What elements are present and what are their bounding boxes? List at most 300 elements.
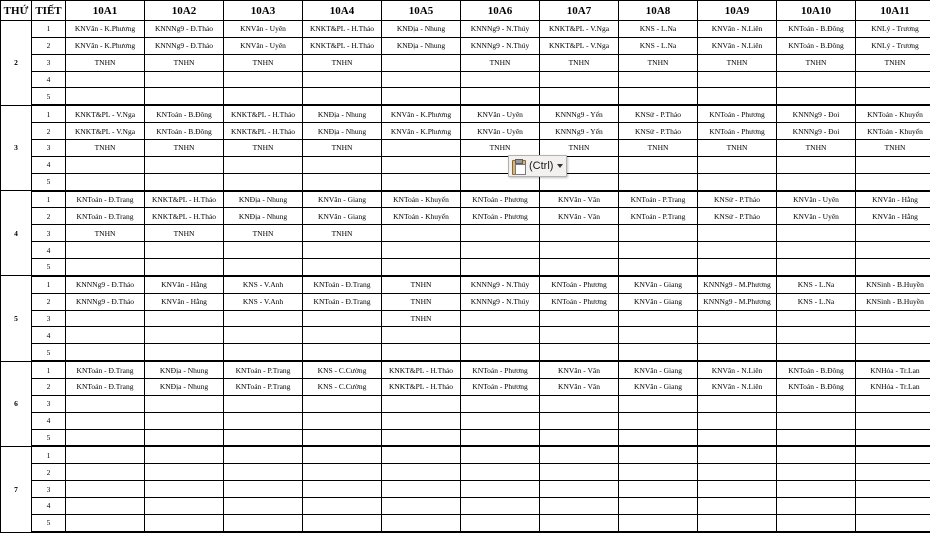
schedule-cell[interactable] <box>382 173 461 190</box>
schedule-cell[interactable]: TNHN <box>224 54 303 71</box>
schedule-cell[interactable] <box>698 258 777 275</box>
schedule-cell[interactable]: KNVăn - Uyên <box>461 105 540 122</box>
schedule-cell[interactable] <box>777 310 856 327</box>
schedule-cell[interactable] <box>303 429 382 446</box>
schedule-cell[interactable] <box>540 88 619 105</box>
schedule-cell[interactable] <box>66 464 145 481</box>
schedule-cell[interactable] <box>224 464 303 481</box>
schedule-cell[interactable]: TNHN <box>461 139 540 156</box>
schedule-cell[interactable]: KNVăn - Vân <box>540 191 619 208</box>
schedule-cell[interactable] <box>303 446 382 463</box>
schedule-cell[interactable] <box>540 71 619 88</box>
schedule-cell[interactable] <box>777 225 856 242</box>
schedule-cell[interactable]: KNKT&PL - H.Thảo <box>224 105 303 122</box>
schedule-cell[interactable] <box>461 242 540 259</box>
schedule-cell[interactable] <box>619 344 698 361</box>
schedule-cell[interactable]: KNVăn - Uyên <box>461 123 540 140</box>
schedule-cell[interactable] <box>224 327 303 344</box>
schedule-cell[interactable] <box>540 514 619 532</box>
schedule-cell[interactable]: KNNNg9 - Đoi <box>777 105 856 122</box>
schedule-cell[interactable] <box>145 497 224 514</box>
schedule-cell[interactable] <box>66 429 145 446</box>
schedule-cell[interactable]: KNToán - B.Đông <box>777 361 856 378</box>
schedule-cell[interactable] <box>382 88 461 105</box>
schedule-cell[interactable] <box>698 514 777 532</box>
schedule-cell[interactable] <box>777 242 856 259</box>
schedule-cell[interactable] <box>66 242 145 259</box>
schedule-cell[interactable] <box>619 242 698 259</box>
schedule-cell[interactable] <box>145 464 224 481</box>
schedule-cell[interactable]: KNHóa - Tr.Lan <box>856 378 930 395</box>
schedule-cell[interactable]: KNToán - B.Đông <box>145 105 224 122</box>
schedule-cell[interactable] <box>66 88 145 105</box>
schedule-cell[interactable] <box>698 497 777 514</box>
schedule-cell[interactable]: KNVăn - Hằng <box>856 191 930 208</box>
schedule-cell[interactable]: KNVăn - N.Liên <box>698 21 777 38</box>
schedule-cell[interactable]: TNHN <box>145 139 224 156</box>
schedule-cell[interactable] <box>382 156 461 173</box>
schedule-cell[interactable]: KNToán - B.Đông <box>777 378 856 395</box>
schedule-cell[interactable]: KNVăn - Vân <box>540 378 619 395</box>
schedule-cell[interactable]: KNSinh - B.Huyền <box>856 293 930 310</box>
schedule-cell[interactable] <box>540 242 619 259</box>
schedule-cell[interactable]: KNToán - Phương <box>461 378 540 395</box>
schedule-cell[interactable] <box>856 173 930 190</box>
schedule-cell[interactable]: KNHóa - Tr.Lan <box>856 361 930 378</box>
schedule-cell[interactable] <box>224 156 303 173</box>
schedule-cell[interactable]: TNHN <box>382 310 461 327</box>
schedule-cell[interactable] <box>856 310 930 327</box>
schedule-cell[interactable] <box>303 242 382 259</box>
schedule-cell[interactable]: KNSử - P.Thảo <box>698 191 777 208</box>
schedule-cell[interactable] <box>303 395 382 412</box>
schedule-cell[interactable] <box>461 481 540 498</box>
schedule-cell[interactable]: KNS - C.Cường <box>303 378 382 395</box>
schedule-cell[interactable] <box>698 225 777 242</box>
schedule-cell[interactable]: KNToán - P.Trang <box>224 361 303 378</box>
schedule-cell[interactable] <box>461 395 540 412</box>
schedule-cell[interactable] <box>303 344 382 361</box>
schedule-cell[interactable] <box>224 344 303 361</box>
schedule-cell[interactable] <box>856 412 930 429</box>
schedule-cell[interactable] <box>698 395 777 412</box>
schedule-cell[interactable] <box>619 514 698 532</box>
schedule-cell[interactable]: TNHN <box>698 139 777 156</box>
schedule-cell[interactable] <box>382 429 461 446</box>
schedule-cell[interactable]: KNToán - P.Trang <box>224 378 303 395</box>
schedule-cell[interactable]: KNLý - Trương <box>856 21 930 38</box>
schedule-cell[interactable] <box>619 481 698 498</box>
schedule-cell[interactable] <box>66 514 145 532</box>
schedule-cell[interactable] <box>777 88 856 105</box>
schedule-cell[interactable]: TNHN <box>303 225 382 242</box>
schedule-cell[interactable] <box>698 412 777 429</box>
schedule-cell[interactable] <box>540 258 619 275</box>
schedule-cell[interactable]: KNĐịa - Nhung <box>145 361 224 378</box>
schedule-cell[interactable] <box>382 446 461 463</box>
schedule-cell[interactable]: TNHN <box>619 54 698 71</box>
schedule-cell[interactable] <box>619 173 698 190</box>
schedule-cell[interactable]: KNToán - B.Đông <box>777 37 856 54</box>
schedule-cell[interactable] <box>224 395 303 412</box>
schedule-cell[interactable] <box>66 173 145 190</box>
schedule-cell[interactable]: KNToán - P.Trang <box>619 208 698 225</box>
schedule-cell[interactable]: KNToán - Đ.Trang <box>66 191 145 208</box>
schedule-cell[interactable] <box>698 310 777 327</box>
schedule-cell[interactable]: KNNNg9 - M.Phương <box>698 276 777 293</box>
schedule-cell[interactable]: KNKT&PL - H.Thảo <box>145 191 224 208</box>
schedule-cell[interactable] <box>303 481 382 498</box>
schedule-cell[interactable] <box>303 412 382 429</box>
schedule-cell[interactable] <box>540 310 619 327</box>
schedule-cell[interactable] <box>145 156 224 173</box>
schedule-cell[interactable]: KNVăn - Vân <box>540 361 619 378</box>
schedule-cell[interactable]: KNToán - P.Trang <box>619 191 698 208</box>
schedule-cell[interactable] <box>66 412 145 429</box>
schedule-cell[interactable]: KNS - V.Anh <box>224 276 303 293</box>
schedule-cell[interactable] <box>540 429 619 446</box>
schedule-cell[interactable] <box>382 412 461 429</box>
schedule-cell[interactable] <box>856 344 930 361</box>
schedule-cell[interactable]: KNVăn - K.Phương <box>66 37 145 54</box>
schedule-cell[interactable] <box>856 395 930 412</box>
schedule-cell[interactable] <box>303 464 382 481</box>
schedule-cell[interactable] <box>224 412 303 429</box>
schedule-cell[interactable]: KNSinh - B.Huyền <box>856 276 930 293</box>
schedule-cell[interactable] <box>145 429 224 446</box>
schedule-cell[interactable]: KNToán - Phương <box>540 293 619 310</box>
schedule-cell[interactable]: KNVăn - Uyên <box>224 37 303 54</box>
schedule-cell[interactable]: KNĐịa - Nhung <box>303 123 382 140</box>
schedule-cell[interactable] <box>382 258 461 275</box>
schedule-cell[interactable]: KNSử - P.Thảo <box>698 208 777 225</box>
schedule-cell[interactable]: KNĐịa - Nhung <box>224 191 303 208</box>
schedule-cell[interactable] <box>619 310 698 327</box>
schedule-cell[interactable] <box>224 514 303 532</box>
schedule-cell[interactable] <box>698 429 777 446</box>
schedule-cell[interactable] <box>619 327 698 344</box>
schedule-cell[interactable] <box>777 344 856 361</box>
schedule-cell[interactable] <box>777 395 856 412</box>
schedule-cell[interactable] <box>777 173 856 190</box>
schedule-cell[interactable] <box>777 497 856 514</box>
schedule-cell[interactable] <box>382 327 461 344</box>
schedule-cell[interactable] <box>698 173 777 190</box>
schedule-cell[interactable]: KNVăn - Uyên <box>224 21 303 38</box>
schedule-cell[interactable] <box>856 497 930 514</box>
schedule-cell[interactable] <box>461 497 540 514</box>
schedule-cell[interactable]: TNHN <box>145 54 224 71</box>
schedule-cell[interactable] <box>145 514 224 532</box>
schedule-cell[interactable] <box>856 327 930 344</box>
schedule-cell[interactable]: KNNNg9 - Yến <box>540 123 619 140</box>
schedule-cell[interactable]: KNNNg9 - N.Thúy <box>461 276 540 293</box>
schedule-cell[interactable] <box>856 88 930 105</box>
schedule-cell[interactable] <box>224 88 303 105</box>
schedule-cell[interactable] <box>619 88 698 105</box>
schedule-cell[interactable]: TNHN <box>224 139 303 156</box>
schedule-cell[interactable]: KNToán - Phương <box>698 123 777 140</box>
schedule-cell[interactable] <box>66 395 145 412</box>
schedule-cell[interactable]: TNHN <box>856 139 930 156</box>
schedule-cell[interactable] <box>619 412 698 429</box>
schedule-cell[interactable] <box>698 327 777 344</box>
schedule-cell[interactable]: KNToán - Đ.Trang <box>66 361 145 378</box>
schedule-cell[interactable]: TNHN <box>698 54 777 71</box>
schedule-cell[interactable] <box>66 310 145 327</box>
schedule-cell[interactable]: KNS - L.Na <box>777 276 856 293</box>
schedule-cell[interactable]: KNVăn - K.Phương <box>382 105 461 122</box>
schedule-cell[interactable]: KNVăn - Giang <box>619 293 698 310</box>
schedule-cell[interactable]: KNNNg9 - Yến <box>540 105 619 122</box>
schedule-cell[interactable] <box>619 71 698 88</box>
schedule-cell[interactable]: KNĐịa - Nhung <box>145 378 224 395</box>
schedule-cell[interactable] <box>224 429 303 446</box>
schedule-cell[interactable]: KNVăn - N.Liên <box>698 37 777 54</box>
schedule-cell[interactable] <box>461 71 540 88</box>
schedule-cell[interactable] <box>698 481 777 498</box>
schedule-cell[interactable] <box>224 258 303 275</box>
schedule-cell[interactable]: TNHN <box>382 276 461 293</box>
schedule-cell[interactable]: KNĐịa - Nhung <box>382 21 461 38</box>
schedule-cell[interactable]: KNKT&PL - V.Nga <box>66 123 145 140</box>
schedule-cell[interactable]: KNToán - B.Đông <box>145 123 224 140</box>
schedule-cell[interactable]: TNHN <box>777 54 856 71</box>
schedule-cell[interactable] <box>382 242 461 259</box>
schedule-cell[interactable] <box>856 242 930 259</box>
schedule-cell[interactable]: KNKT&PL - V.Nga <box>66 105 145 122</box>
schedule-cell[interactable] <box>66 481 145 498</box>
schedule-cell[interactable] <box>777 327 856 344</box>
schedule-cell[interactable] <box>777 71 856 88</box>
schedule-cell[interactable]: KNVăn - Giang <box>303 208 382 225</box>
schedule-cell[interactable]: KNToán - Phương <box>698 105 777 122</box>
schedule-cell[interactable]: KNVăn - Giang <box>619 378 698 395</box>
schedule-cell[interactable] <box>461 412 540 429</box>
schedule-cell[interactable] <box>224 446 303 463</box>
schedule-cell[interactable]: KNVăn - K.Phương <box>382 123 461 140</box>
schedule-cell[interactable] <box>145 88 224 105</box>
schedule-cell[interactable] <box>461 446 540 463</box>
schedule-cell[interactable] <box>619 225 698 242</box>
schedule-cell[interactable] <box>777 429 856 446</box>
schedule-cell[interactable]: KNToán - Khuyến <box>856 123 930 140</box>
schedule-cell[interactable]: KNKT&PL - H.Thảo <box>145 208 224 225</box>
schedule-cell[interactable]: KNKT&PL - H.Thảo <box>382 361 461 378</box>
schedule-cell[interactable] <box>540 395 619 412</box>
schedule-cell[interactable]: TNHN <box>303 139 382 156</box>
schedule-cell[interactable]: KNKT&PL - V.Nga <box>540 37 619 54</box>
schedule-cell[interactable] <box>382 54 461 71</box>
schedule-cell[interactable] <box>856 71 930 88</box>
schedule-cell[interactable] <box>777 156 856 173</box>
chevron-down-icon[interactable] <box>557 164 563 168</box>
schedule-cell[interactable]: KNToán - Đ.Trang <box>66 208 145 225</box>
schedule-cell[interactable] <box>856 156 930 173</box>
schedule-cell[interactable] <box>856 464 930 481</box>
schedule-cell[interactable]: KNKT&PL - H.Thảo <box>303 37 382 54</box>
schedule-cell[interactable]: KNSử - P.Thảo <box>619 123 698 140</box>
schedule-cell[interactable] <box>856 429 930 446</box>
schedule-cell[interactable] <box>66 446 145 463</box>
schedule-cell[interactable] <box>303 497 382 514</box>
schedule-cell[interactable]: KNS - L.Na <box>619 37 698 54</box>
schedule-cell[interactable] <box>145 173 224 190</box>
schedule-cell[interactable] <box>224 310 303 327</box>
schedule-cell[interactable] <box>382 464 461 481</box>
schedule-cell[interactable] <box>698 88 777 105</box>
schedule-cell[interactable]: TNHN <box>382 293 461 310</box>
schedule-cell[interactable]: KNToán - Đ.Trang <box>303 276 382 293</box>
schedule-cell[interactable] <box>145 446 224 463</box>
schedule-cell[interactable]: KNS - C.Cường <box>303 361 382 378</box>
paste-options-button[interactable] <box>508 155 567 177</box>
schedule-cell[interactable] <box>856 481 930 498</box>
schedule-cell[interactable] <box>145 395 224 412</box>
schedule-cell[interactable]: KNVăn - K.Phương <box>66 21 145 38</box>
schedule-cell[interactable]: KNToán - Phương <box>461 208 540 225</box>
schedule-cell[interactable] <box>145 310 224 327</box>
schedule-cell[interactable] <box>382 71 461 88</box>
schedule-cell[interactable] <box>145 327 224 344</box>
schedule-cell[interactable] <box>461 514 540 532</box>
schedule-cell[interactable] <box>540 481 619 498</box>
schedule-cell[interactable]: KNVăn - Hằng <box>856 208 930 225</box>
schedule-cell[interactable]: KNKT&PL - H.Thảo <box>224 123 303 140</box>
schedule-cell[interactable]: KNĐịa - Nhung <box>382 37 461 54</box>
schedule-cell[interactable]: KNToán - Khuyến <box>856 105 930 122</box>
schedule-cell[interactable] <box>777 412 856 429</box>
schedule-cell[interactable]: KNSử - P.Thảo <box>619 105 698 122</box>
schedule-cell[interactable] <box>145 71 224 88</box>
schedule-cell[interactable] <box>382 514 461 532</box>
schedule-cell[interactable]: KNS - L.Na <box>619 21 698 38</box>
schedule-cell[interactable]: KNToán - Khuyến <box>382 191 461 208</box>
schedule-cell[interactable] <box>66 497 145 514</box>
schedule-cell[interactable]: KNToán - Khuyến <box>382 208 461 225</box>
schedule-cell[interactable] <box>303 156 382 173</box>
schedule-cell[interactable] <box>540 327 619 344</box>
schedule-cell[interactable] <box>145 344 224 361</box>
schedule-cell[interactable] <box>777 258 856 275</box>
schedule-cell[interactable]: KNĐịa - Nhung <box>224 208 303 225</box>
schedule-cell[interactable]: KNNNg9 - Đ.Thảo <box>145 21 224 38</box>
schedule-cell[interactable] <box>224 242 303 259</box>
schedule-cell[interactable] <box>382 225 461 242</box>
schedule-cell[interactable] <box>698 71 777 88</box>
schedule-cell[interactable] <box>777 481 856 498</box>
schedule-cell[interactable] <box>698 446 777 463</box>
schedule-cell[interactable]: TNHN <box>777 139 856 156</box>
schedule-cell[interactable] <box>619 429 698 446</box>
schedule-cell[interactable]: KNLý - Trương <box>856 37 930 54</box>
schedule-cell[interactable]: KNKT&PL - H.Thảo <box>303 21 382 38</box>
schedule-cell[interactable]: TNHN <box>303 54 382 71</box>
schedule-cell[interactable]: KNS - V.Anh <box>224 293 303 310</box>
schedule-cell[interactable] <box>303 71 382 88</box>
schedule-cell[interactable] <box>619 497 698 514</box>
schedule-cell[interactable]: KNToán - Phương <box>540 276 619 293</box>
schedule-cell[interactable]: KNNNg9 - Đ.Thảo <box>66 293 145 310</box>
schedule-cell[interactable]: TNHN <box>66 54 145 71</box>
schedule-cell[interactable]: KNVăn - N.Liên <box>698 361 777 378</box>
schedule-cell[interactable] <box>66 344 145 361</box>
schedule-cell[interactable]: KNKT&PL - V.Nga <box>540 21 619 38</box>
schedule-cell[interactable] <box>382 481 461 498</box>
schedule-cell[interactable] <box>461 225 540 242</box>
schedule-cell[interactable]: TNHN <box>461 54 540 71</box>
schedule-cell[interactable] <box>382 344 461 361</box>
schedule-cell[interactable]: KNNNg9 - Đ.Thảo <box>145 37 224 54</box>
schedule-cell[interactable] <box>145 481 224 498</box>
schedule-cell[interactable]: TNHN <box>145 225 224 242</box>
schedule-cell[interactable] <box>303 88 382 105</box>
schedule-cell[interactable]: KNVăn - Giang <box>619 276 698 293</box>
schedule-cell[interactable] <box>777 446 856 463</box>
schedule-cell[interactable] <box>540 225 619 242</box>
schedule-cell[interactable]: KNToán - Đ.Trang <box>303 293 382 310</box>
schedule-cell[interactable] <box>224 71 303 88</box>
schedule-cell[interactable] <box>540 412 619 429</box>
schedule-cell[interactable] <box>66 71 145 88</box>
schedule-cell[interactable] <box>303 514 382 532</box>
schedule-cell[interactable] <box>461 258 540 275</box>
schedule-cell[interactable]: KNKT&PL - H.Thảo <box>382 378 461 395</box>
schedule-cell[interactable] <box>698 464 777 481</box>
schedule-cell[interactable] <box>856 258 930 275</box>
schedule-cell[interactable] <box>619 156 698 173</box>
schedule-cell[interactable]: KNNNg9 - N.Thúy <box>461 37 540 54</box>
schedule-cell[interactable]: KNS - L.Na <box>777 293 856 310</box>
schedule-cell[interactable] <box>461 344 540 361</box>
schedule-cell[interactable] <box>66 327 145 344</box>
schedule-cell[interactable]: TNHN <box>619 139 698 156</box>
schedule-cell[interactable] <box>224 173 303 190</box>
schedule-cell[interactable]: TNHN <box>66 225 145 242</box>
schedule-cell[interactable]: KNToán - Phương <box>461 361 540 378</box>
schedule-cell[interactable] <box>698 156 777 173</box>
schedule-cell[interactable] <box>856 225 930 242</box>
schedule-cell[interactable]: TNHN <box>540 54 619 71</box>
schedule-cell[interactable] <box>224 481 303 498</box>
schedule-cell[interactable] <box>461 310 540 327</box>
schedule-cell[interactable] <box>303 310 382 327</box>
schedule-cell[interactable] <box>698 344 777 361</box>
schedule-cell[interactable] <box>540 344 619 361</box>
schedule-cell[interactable]: KNVăn - Uyên <box>777 191 856 208</box>
schedule-cell[interactable]: TNHN <box>224 225 303 242</box>
schedule-cell[interactable]: KNNNg9 - Đ.Thảo <box>66 276 145 293</box>
schedule-cell[interactable]: KNNNg9 - N.Thúy <box>461 21 540 38</box>
schedule-cell[interactable]: KNVăn - Giang <box>619 361 698 378</box>
schedule-cell[interactable]: KNToán - Đ.Trang <box>66 378 145 395</box>
schedule-cell[interactable] <box>461 327 540 344</box>
schedule-cell[interactable]: KNĐịa - Nhung <box>303 105 382 122</box>
schedule-cell[interactable]: KNVăn - Giang <box>303 191 382 208</box>
schedule-cell[interactable] <box>619 446 698 463</box>
schedule-cell[interactable]: KNNNg9 - Đoi <box>777 123 856 140</box>
schedule-cell[interactable] <box>145 258 224 275</box>
schedule-cell[interactable]: TNHN <box>540 139 619 156</box>
schedule-cell[interactable] <box>777 514 856 532</box>
schedule-cell[interactable] <box>461 464 540 481</box>
schedule-cell[interactable] <box>540 497 619 514</box>
schedule-cell[interactable] <box>777 464 856 481</box>
schedule-cell[interactable]: KNVăn - Hằng <box>145 293 224 310</box>
schedule-cell[interactable]: KNToán - B.Đông <box>777 21 856 38</box>
schedule-cell[interactable] <box>382 497 461 514</box>
schedule-cell[interactable] <box>619 258 698 275</box>
